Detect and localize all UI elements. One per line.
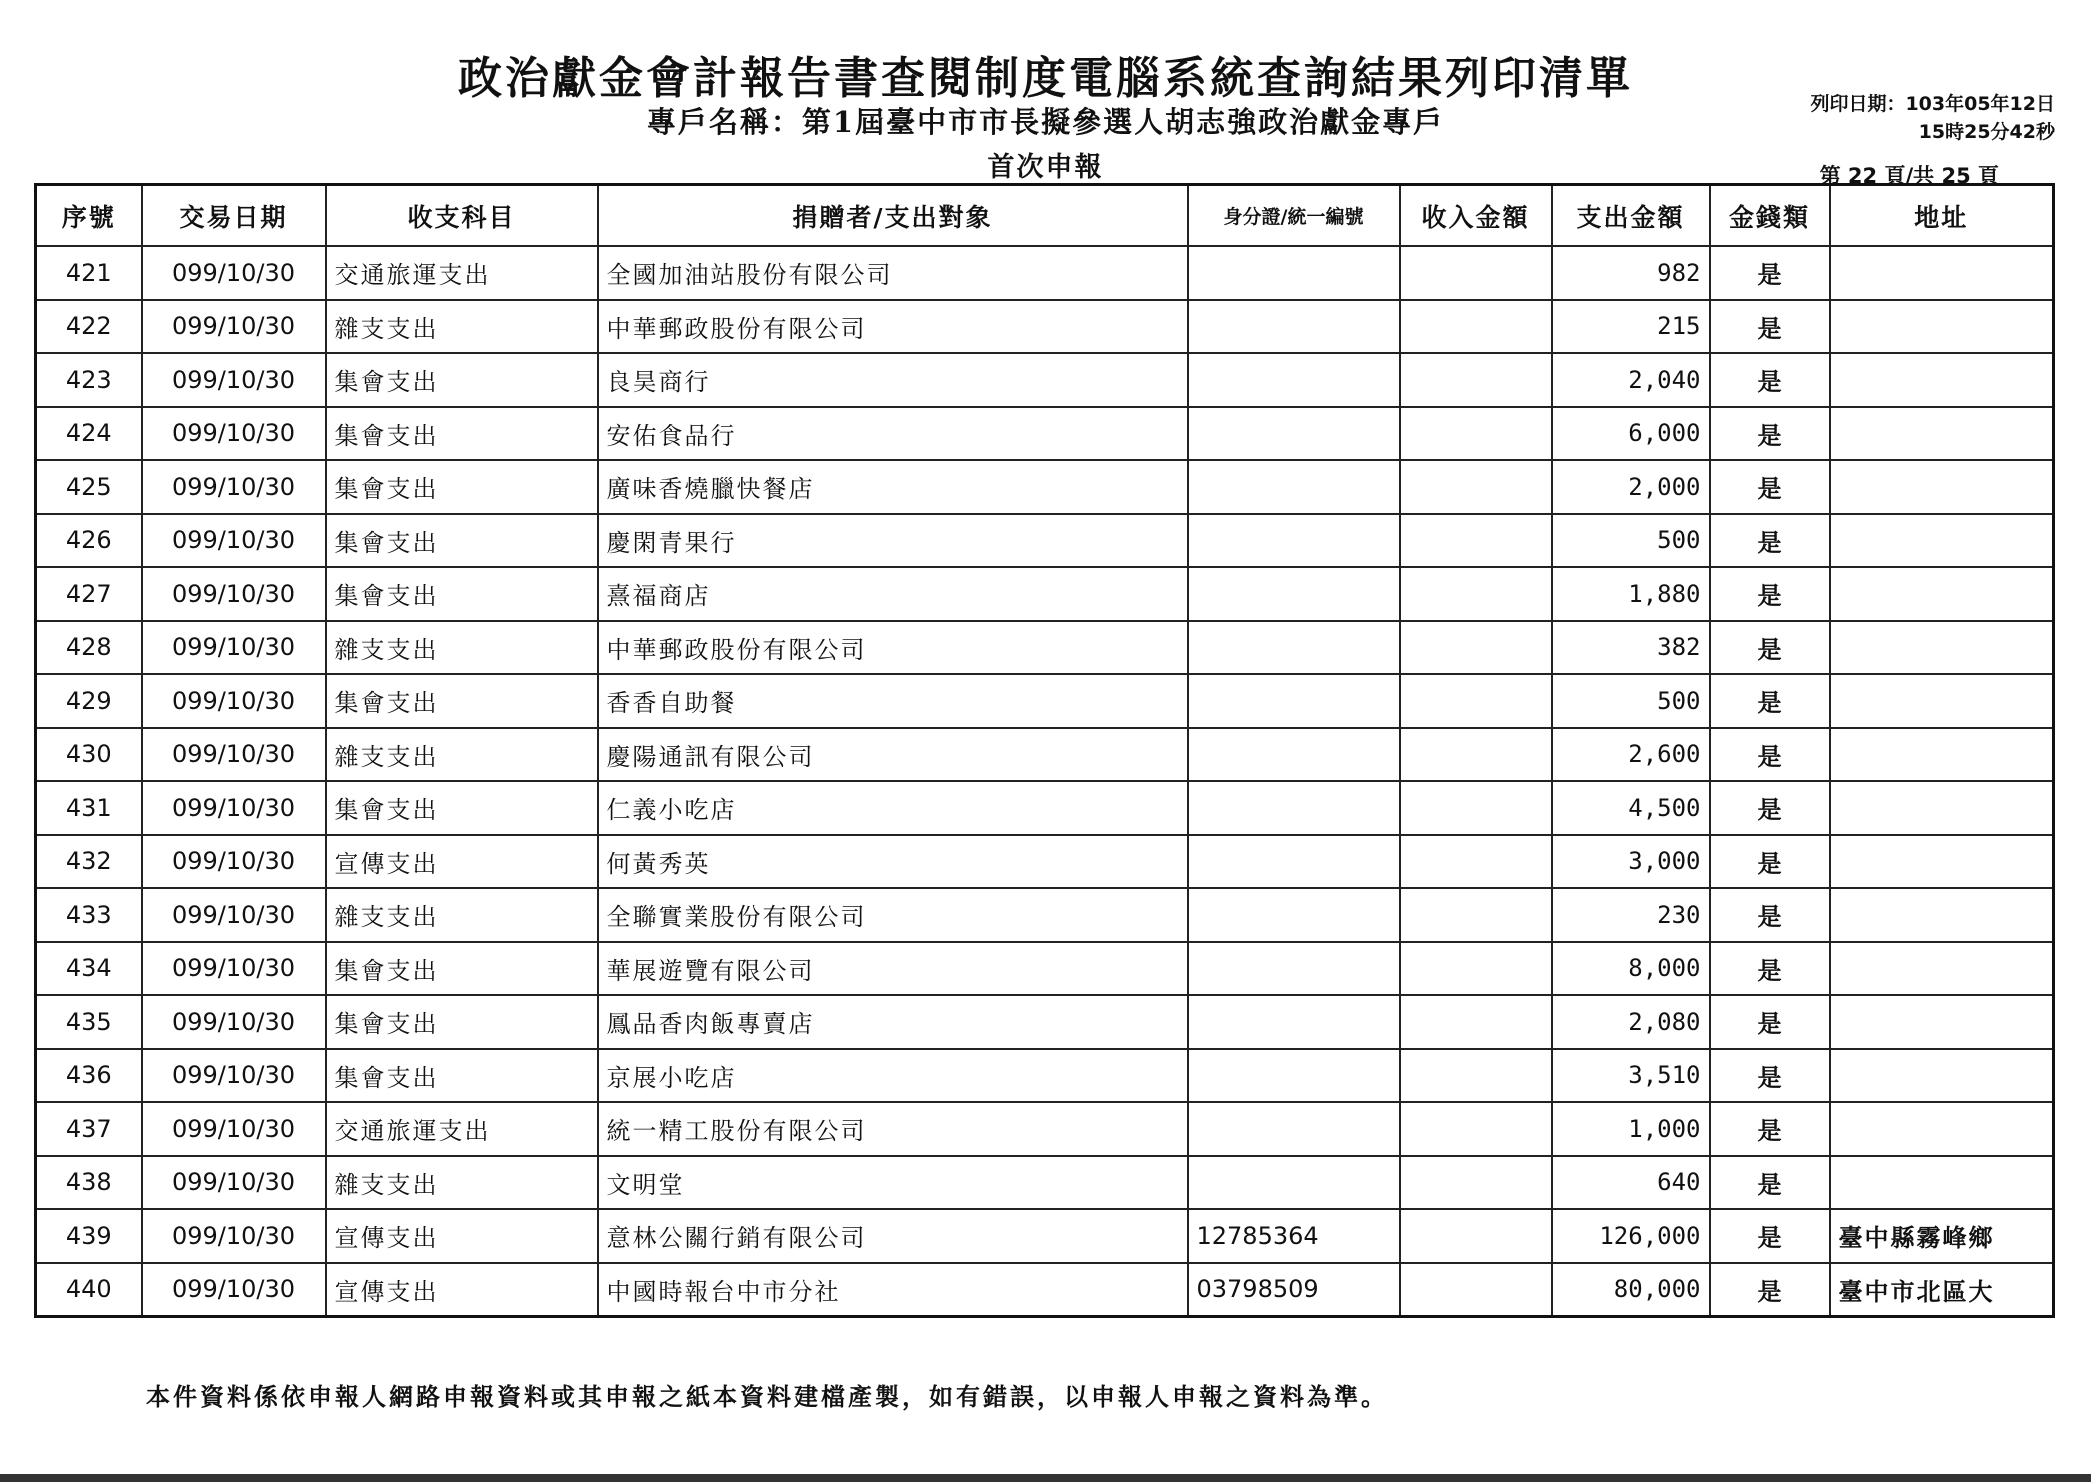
address	[1830, 460, 2054, 514]
tax-id	[1188, 781, 1400, 835]
payee-name: 良昊商行	[598, 353, 1188, 407]
expense-amount: 1,880	[1552, 567, 1710, 621]
expense-category: 集會支出	[326, 353, 598, 407]
tax-id	[1188, 300, 1400, 354]
payee-name: 全聯實業股份有限公司	[598, 888, 1188, 942]
row-number: 427	[36, 567, 142, 621]
address	[1830, 1049, 2054, 1103]
transaction-date: 099/10/30	[142, 514, 326, 568]
row-number: 423	[36, 353, 142, 407]
tax-id	[1188, 514, 1400, 568]
income-amount	[1400, 942, 1552, 996]
row-number: 434	[36, 942, 142, 996]
tax-id	[1188, 1049, 1400, 1103]
payee-name: 安佑食品行	[598, 407, 1188, 461]
cash-flag: 是	[1710, 995, 1830, 1049]
payee-name: 何黃秀英	[598, 835, 1188, 889]
cash-flag: 是	[1710, 300, 1830, 354]
column-header: 交易日期	[142, 185, 326, 247]
transaction-date: 099/10/30	[142, 995, 326, 1049]
tax-id	[1188, 621, 1400, 675]
cash-flag: 是	[1710, 674, 1830, 728]
address: 臺中縣霧峰鄉	[1830, 1209, 2054, 1263]
income-amount	[1400, 407, 1552, 461]
transaction-date: 099/10/30	[142, 942, 326, 996]
tax-id	[1188, 835, 1400, 889]
row-number: 436	[36, 1049, 142, 1103]
income-amount	[1400, 621, 1552, 675]
income-amount	[1400, 460, 1552, 514]
row-number: 431	[36, 781, 142, 835]
tax-id: 03798509	[1188, 1263, 1400, 1317]
report-type: 首次申報	[987, 152, 1104, 183]
tax-id	[1188, 728, 1400, 782]
expense-amount: 8,000	[1552, 942, 1710, 996]
expense-amount: 2,000	[1552, 460, 1710, 514]
income-amount	[1400, 1156, 1552, 1210]
table-row	[36, 621, 2054, 675]
table-row	[36, 888, 2054, 942]
expense-category: 集會支出	[326, 407, 598, 461]
expense-amount: 982	[1552, 246, 1710, 300]
table-row	[36, 514, 2054, 568]
tax-id: 12785364	[1188, 1209, 1400, 1263]
tax-id	[1188, 995, 1400, 1049]
table-row	[36, 1209, 2054, 1263]
expense-category: 集會支出	[326, 514, 598, 568]
tax-id	[1188, 246, 1400, 300]
transaction-date: 099/10/30	[142, 621, 326, 675]
table-row	[36, 567, 2054, 621]
income-amount	[1400, 567, 1552, 621]
address	[1830, 300, 2054, 354]
address: 臺中市北區大	[1830, 1263, 2054, 1317]
table-row	[36, 728, 2054, 782]
row-number: 437	[36, 1102, 142, 1156]
payee-name: 華展遊覽有限公司	[598, 942, 1188, 996]
expense-amount: 3,000	[1552, 835, 1710, 889]
transaction-date: 099/10/30	[142, 1102, 326, 1156]
expense-category: 雜支支出	[326, 300, 598, 354]
expense-amount: 500	[1552, 514, 1710, 568]
income-amount	[1400, 1209, 1552, 1263]
expense-amount: 500	[1552, 674, 1710, 728]
page-number: 第 22 頁/共 25 頁	[1819, 164, 1999, 188]
payee-name: 慶陽通訊有限公司	[598, 728, 1188, 782]
income-amount	[1400, 728, 1552, 782]
transaction-date: 099/10/30	[142, 1263, 326, 1317]
payee-name: 京展小吃店	[598, 1049, 1188, 1103]
cash-flag: 是	[1710, 353, 1830, 407]
expense-amount: 3,510	[1552, 1049, 1710, 1103]
income-amount	[1400, 1102, 1552, 1156]
address	[1830, 888, 2054, 942]
cash-flag: 是	[1710, 246, 1830, 300]
payee-name: 慶閑青果行	[598, 514, 1188, 568]
cash-flag: 是	[1710, 888, 1830, 942]
row-number: 435	[36, 995, 142, 1049]
table-row	[36, 1049, 2054, 1103]
cash-flag: 是	[1710, 728, 1830, 782]
income-amount	[1400, 246, 1552, 300]
income-amount	[1400, 674, 1552, 728]
table-row	[36, 1263, 2054, 1317]
address	[1830, 674, 2054, 728]
payee-name: 中國時報台中市分社	[598, 1263, 1188, 1317]
row-number: 439	[36, 1209, 142, 1263]
transaction-date: 099/10/30	[142, 407, 326, 461]
address	[1830, 1156, 2054, 1210]
table-row	[36, 835, 2054, 889]
column-header: 捐贈者/支出對象	[598, 185, 1188, 247]
expense-category: 集會支出	[326, 674, 598, 728]
expense-category: 集會支出	[326, 1049, 598, 1103]
transaction-date: 099/10/30	[142, 674, 326, 728]
print-timestamp	[1810, 90, 2055, 146]
column-header: 收入金額	[1400, 185, 1552, 247]
address	[1830, 995, 2054, 1049]
print-date: 列印日期：103年05年12日	[1810, 93, 2055, 115]
transaction-date: 099/10/30	[142, 460, 326, 514]
column-header: 金錢類	[1710, 185, 1830, 247]
expense-category: 集會支出	[326, 995, 598, 1049]
payee-name: 中華郵政股份有限公司	[598, 300, 1188, 354]
expense-category: 雜支支出	[326, 621, 598, 675]
expense-category: 雜支支出	[326, 1156, 598, 1210]
table-row	[36, 1156, 2054, 1210]
column-header: 序號	[36, 185, 142, 247]
cash-flag: 是	[1710, 835, 1830, 889]
ledger-body	[36, 246, 2054, 1317]
income-amount	[1400, 514, 1552, 568]
income-amount	[1400, 300, 1552, 354]
tax-id	[1188, 674, 1400, 728]
cash-flag: 是	[1710, 567, 1830, 621]
print-time: 15時25分42秒	[1918, 121, 2055, 143]
expense-category: 宣傳支出	[326, 1263, 598, 1317]
payee-name: 統一精工股份有限公司	[598, 1102, 1188, 1156]
row-number: 424	[36, 407, 142, 461]
transaction-date: 099/10/30	[142, 300, 326, 354]
row-number: 432	[36, 835, 142, 889]
expense-amount: 80,000	[1552, 1263, 1710, 1317]
income-amount	[1400, 1263, 1552, 1317]
expense-amount: 6,000	[1552, 407, 1710, 461]
column-header: 支出金額	[1552, 185, 1710, 247]
tax-id	[1188, 460, 1400, 514]
row-number: 422	[36, 300, 142, 354]
expense-amount: 382	[1552, 621, 1710, 675]
expense-category: 宣傳支出	[326, 1209, 598, 1263]
transaction-date: 099/10/30	[142, 835, 326, 889]
expense-amount: 4,500	[1552, 781, 1710, 835]
table-row	[36, 246, 2054, 300]
income-amount	[1400, 888, 1552, 942]
account-name: 專戶名稱：第1屆臺中市市長擬參選人胡志強政治獻金專戶	[646, 105, 1445, 139]
cash-flag: 是	[1710, 781, 1830, 835]
payee-name: 廣味香燒臘快餐店	[598, 460, 1188, 514]
table-row	[36, 781, 2054, 835]
address	[1830, 728, 2054, 782]
table-row	[36, 300, 2054, 354]
tax-id	[1188, 1156, 1400, 1210]
address	[1830, 1102, 2054, 1156]
expense-category: 交通旅運支出	[326, 1102, 598, 1156]
row-number: 425	[36, 460, 142, 514]
row-number: 421	[36, 246, 142, 300]
expense-category: 雜支支出	[326, 888, 598, 942]
expense-category: 交通旅運支出	[326, 246, 598, 300]
expense-amount: 215	[1552, 300, 1710, 354]
cash-flag: 是	[1710, 1263, 1830, 1317]
address	[1830, 781, 2054, 835]
cash-flag: 是	[1710, 942, 1830, 996]
cash-flag: 是	[1710, 514, 1830, 568]
column-header: 收支科目	[326, 185, 598, 247]
tax-id	[1188, 888, 1400, 942]
payee-name: 香香自助餐	[598, 674, 1188, 728]
address	[1830, 407, 2054, 461]
footer-note: 本件資料係依申報人網路申報資料或其申報之紙本資料建檔產製，如有錯誤，以申報人申報之資料為準。	[146, 1383, 1388, 1411]
table-row	[36, 1102, 2054, 1156]
address	[1830, 835, 2054, 889]
cash-flag: 是	[1710, 1049, 1830, 1103]
transaction-date: 099/10/30	[142, 888, 326, 942]
tax-id	[1188, 942, 1400, 996]
table-row	[36, 942, 2054, 996]
tax-id	[1188, 567, 1400, 621]
expense-category: 集會支出	[326, 567, 598, 621]
transaction-date: 099/10/30	[142, 781, 326, 835]
column-header: 身分證/統一編號	[1188, 185, 1400, 247]
transaction-date: 099/10/30	[142, 567, 326, 621]
expense-amount: 126,000	[1552, 1209, 1710, 1263]
row-number: 429	[36, 674, 142, 728]
address	[1830, 621, 2054, 675]
income-amount	[1400, 353, 1552, 407]
address	[1830, 567, 2054, 621]
row-number: 433	[36, 888, 142, 942]
tax-id	[1188, 1102, 1400, 1156]
cash-flag: 是	[1710, 460, 1830, 514]
transaction-date: 099/10/30	[142, 728, 326, 782]
address	[1830, 353, 2054, 407]
expense-amount: 230	[1552, 888, 1710, 942]
payee-name: 意林公關行銷有限公司	[598, 1209, 1188, 1263]
document-title: 政治獻金會計報告書查閱制度電腦系統查詢結果列印清單	[458, 53, 1633, 104]
address	[1830, 514, 2054, 568]
transaction-date: 099/10/30	[142, 1209, 326, 1263]
income-amount	[1400, 1049, 1552, 1103]
tax-id	[1188, 353, 1400, 407]
row-number: 430	[36, 728, 142, 782]
transaction-date: 099/10/30	[142, 353, 326, 407]
transaction-date: 099/10/30	[142, 246, 326, 300]
row-number: 440	[36, 1263, 142, 1317]
payee-name: 文明堂	[598, 1156, 1188, 1210]
table-row	[36, 460, 2054, 514]
row-number: 426	[36, 514, 142, 568]
table-row	[36, 674, 2054, 728]
income-amount	[1400, 781, 1552, 835]
expense-amount: 1,000	[1552, 1102, 1710, 1156]
address	[1830, 246, 2054, 300]
table-row	[36, 407, 2054, 461]
income-amount	[1400, 835, 1552, 889]
payee-name: 熹福商店	[598, 567, 1188, 621]
payee-name: 全國加油站股份有限公司	[598, 246, 1188, 300]
row-number: 428	[36, 621, 142, 675]
cash-flag: 是	[1710, 621, 1830, 675]
expense-category: 集會支出	[326, 942, 598, 996]
transaction-date: 099/10/30	[142, 1049, 326, 1103]
table-row	[36, 995, 2054, 1049]
expense-category: 雜支支出	[326, 728, 598, 782]
transaction-date: 099/10/30	[142, 1156, 326, 1210]
payee-name: 仁義小吃店	[598, 781, 1188, 835]
cash-flag: 是	[1710, 407, 1830, 461]
row-number: 438	[36, 1156, 142, 1210]
bottom-rule	[0, 1474, 2091, 1482]
tax-id	[1188, 407, 1400, 461]
expense-category: 集會支出	[326, 781, 598, 835]
expense-amount: 2,600	[1552, 728, 1710, 782]
column-header: 地址	[1830, 185, 2054, 247]
table-row	[36, 353, 2054, 407]
expense-category: 集會支出	[326, 460, 598, 514]
expense-amount: 2,080	[1552, 995, 1710, 1049]
cash-flag: 是	[1710, 1156, 1830, 1210]
expense-amount: 640	[1552, 1156, 1710, 1210]
income-amount	[1400, 995, 1552, 1049]
cash-flag: 是	[1710, 1209, 1830, 1263]
payee-name: 鳳品香肉飯專賣店	[598, 995, 1188, 1049]
expense-amount: 2,040	[1552, 353, 1710, 407]
cash-flag: 是	[1710, 1102, 1830, 1156]
payee-name: 中華郵政股份有限公司	[598, 621, 1188, 675]
address	[1830, 942, 2054, 996]
table-header-row	[36, 185, 2054, 247]
expense-category: 宣傳支出	[326, 835, 598, 889]
ledger-table	[34, 183, 2055, 1318]
